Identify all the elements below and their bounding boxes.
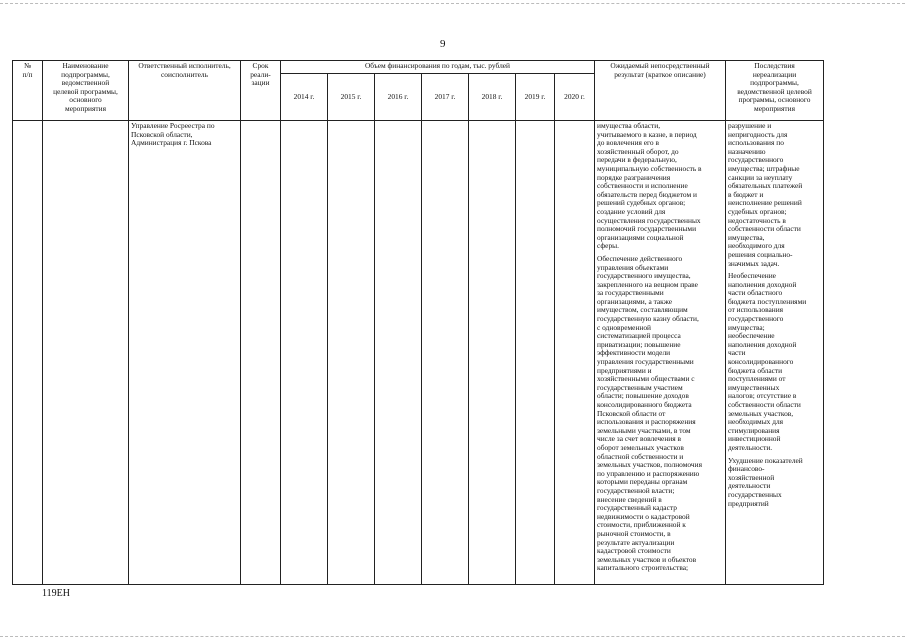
- header-year: 2016 г.: [375, 74, 422, 121]
- cell-consequences: [726, 121, 824, 585]
- header-name: Наименование подпрограммы, ведомственной целевой программы, основного мероприятия: [43, 61, 129, 121]
- header-year: 2018 г.: [469, 74, 516, 121]
- consequences-paragraph: Ухудшение показателей финансово- хозяйственной деятельности государственных предприятий: [728, 455, 803, 508]
- program-table: [12, 60, 824, 585]
- header-no: № п/п: [13, 61, 43, 121]
- cell-name: [43, 121, 129, 585]
- cell-term: [241, 121, 281, 585]
- header-year: 2019 г.: [516, 74, 555, 121]
- header-funding-group: Объем финансирования по годам, тыс. рублей: [281, 61, 595, 74]
- header-executor: Ответственный исполнитель, соисполнитель: [129, 61, 241, 121]
- header-year: 2015 г.: [328, 74, 375, 121]
- document-code: 119ЕН: [42, 588, 70, 599]
- cell-executor: Управление Росреестра по Псковской области, Администрация г. Пскова: [129, 121, 241, 585]
- cell-year: [516, 121, 555, 585]
- result-paragraph: имущества области, учитываемого в казне, в период до вовлечения его в хозяйственный оборот, до передачи в федеральную, муниципальную собственность в порядке разграничения собственности и исполнение обязательств перед бюджетом и решений судебных органов; создание условий для осуществления государственных полномочий государственными организациями социальной сферы.: [597, 121, 702, 251]
- cell-year: [328, 121, 375, 585]
- header-consequences: Последствия нереализации подпрограммы, ведомственной целевой программы, основного мероприятия: [726, 61, 824, 121]
- table-row: [13, 121, 824, 585]
- cell-year: [281, 121, 328, 585]
- consequences-paragraph: Необеспечение наполнения доходной части областного бюджета поступлениями от использования государственного имущества; необеспечение наполнения доходной части консолидированного бюджета области поступлениями от имущественных налогов; отсутствие в собственности области земельных участков, необходимых для стимулирования инвестиционной деятельности.: [728, 271, 807, 452]
- cell-year: [375, 121, 422, 585]
- top-scan-line: [0, 3, 905, 4]
- consequences-paragraph: разрушение и непригодность для использования по назначению государственного имущества; штрафные санкции за неуплату обязательных платежей в бюджет и неисполнение решений судебных органов; недостаточность в собственности области имущества, необходимого для решения социально- значимых задач.: [728, 121, 803, 268]
- header-result: Ожидаемый непосредственный результат (краткое описание): [595, 61, 726, 121]
- header-year: 2017 г.: [422, 74, 469, 121]
- cell-result: [595, 121, 726, 585]
- cell-no: [13, 121, 43, 585]
- header-year: 2020 г.: [555, 74, 595, 121]
- header-term: Срок реали- зации: [241, 61, 281, 121]
- page-number: 9: [440, 38, 446, 50]
- result-paragraph: Обеспечение действенного управления объектами государственного имущества, закрепленного на вещном праве за государственными организациями, а также имуществом, составляющим государственную казну области, с одновременной систематизацией процесса приватизации; повышение эффективности модели управления государственными предприятиями и хозяйственными обществами с государственным участием области; повышение доходов консолидированного бюджета Псковской области от использования и распоряжения земельными участками, в том числе за счет вовлечения в оборот земельных участков областной собственности и земельных участков, полномочия по управлению и распоряжению которыми переданы органам государственной власти; внесение сведений в государственный кадастр недвижимости о кадастровой стоимости, приближенной к рыночной стоимости, в результате актуализации кадастровой стоимости земельных участков и объектов капитального строительства;: [597, 253, 702, 573]
- header-year: 2014 г.: [281, 74, 328, 121]
- cell-year: [555, 121, 595, 585]
- cell-year: [422, 121, 469, 585]
- bottom-scan-line: [0, 636, 905, 637]
- cell-year: [469, 121, 516, 585]
